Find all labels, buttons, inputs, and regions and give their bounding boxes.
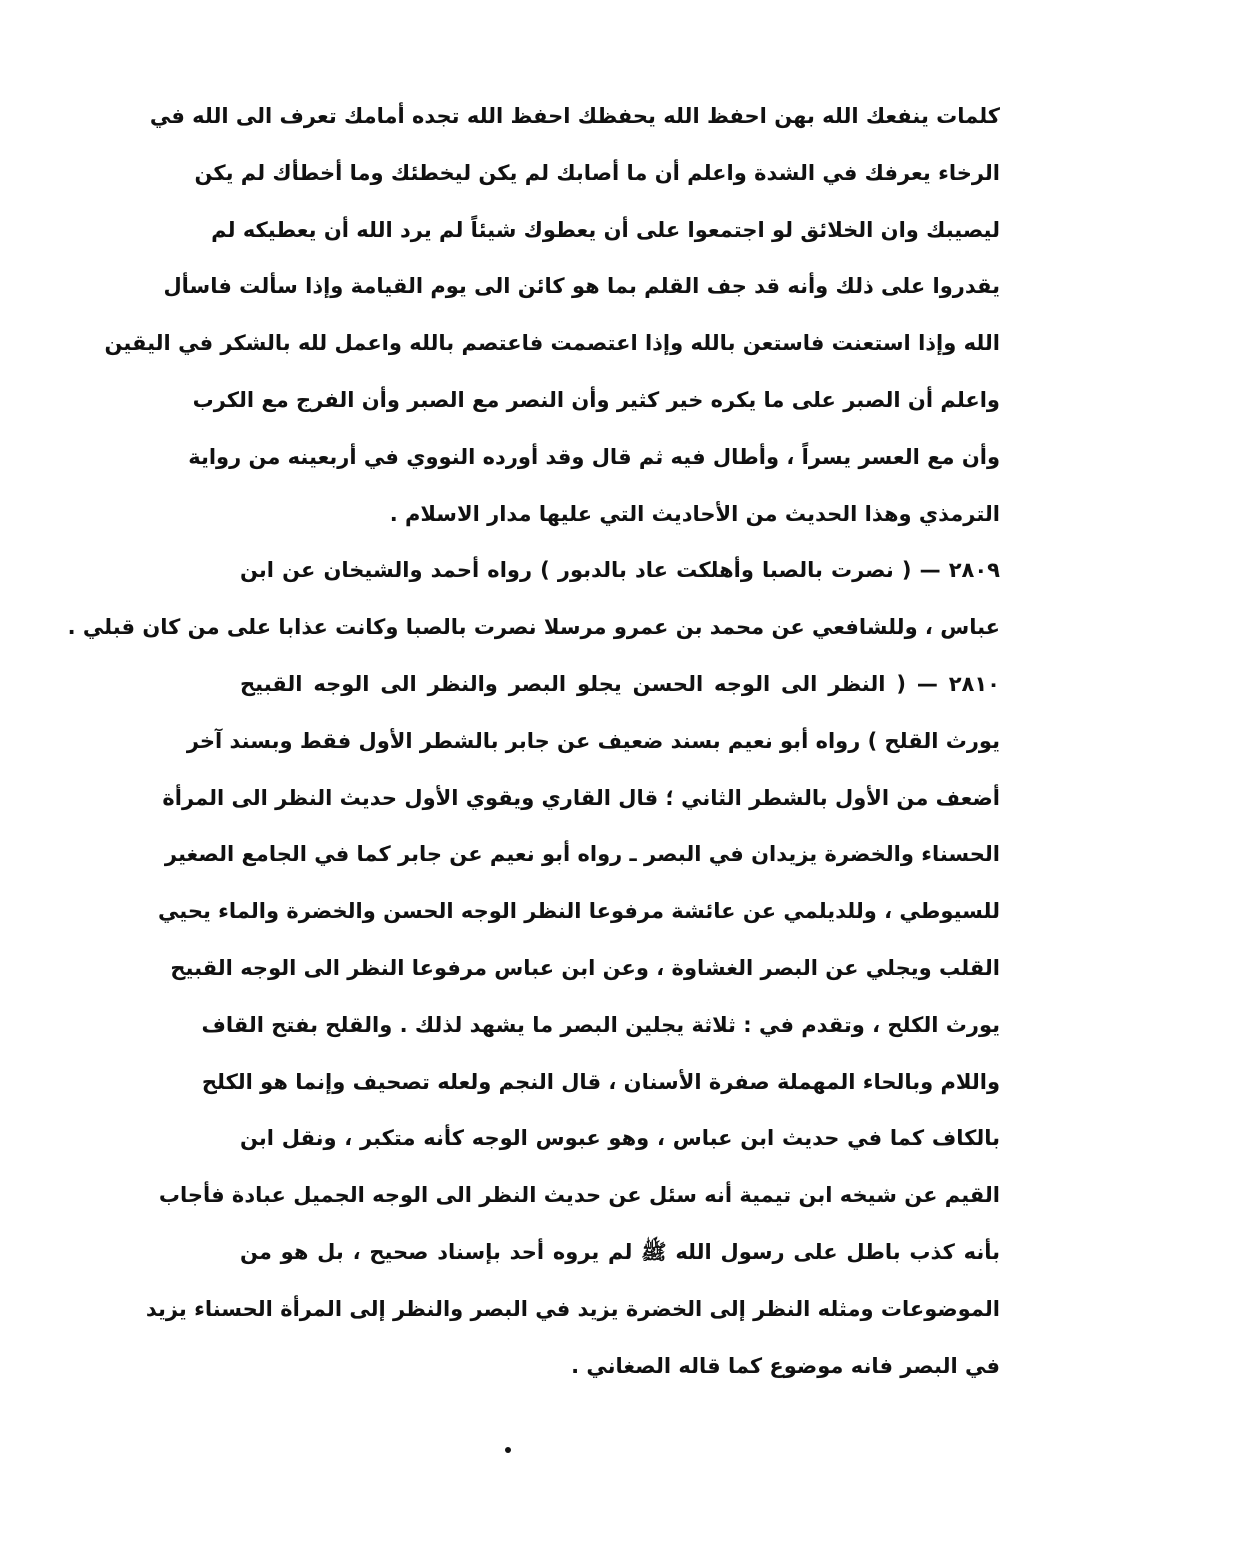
ink-dot: [505, 1447, 511, 1453]
entry-2810-line: ٢٨١٠ — ( النظر الى الوجه الحسن يجلو البصر والنظر الى الوجه القبيح: [240, 671, 1000, 696]
text-line: أضعف من الأول بالشطر الثاني ؛ قال القاري ويقوي الأول حديث النظر الى المرأة: [162, 785, 1000, 810]
entry-2809-line: ٢٨٠٩ — ( نصرت بالصبا وأهلكت عاد بالدبور ) رواه أحمد والشيخان عن ابن: [240, 558, 1000, 583]
text-line: الموضوعات ومثله النظر إلى الخضرة يزيد في البصر والنظر إلى المرأة الحسناء يزيد: [145, 1296, 1000, 1321]
text-line: يقدروا على ذلك وأنه قد جف القلم بما هو كائن الى يوم القيامة وإذا سألت فاسأل: [163, 274, 1000, 299]
text-line: يورث القلح ) رواه أبو نعيم بسند ضعيف عن جابر بالشطر الأول فقط وبسند آخر: [186, 728, 1000, 753]
text-line: عباس ، وللشافعي عن محمد بن عمرو مرسلا نصرت بالصبا وكانت عذابا على من كان قبلي .: [67, 615, 1000, 640]
body-text: [67, 88, 1000, 1394]
text-line: الترمذي وهذا الحديث من الأحاديث التي عليها مدار الاسلام .: [389, 501, 1000, 526]
text-line: القيم عن شيخه ابن تيمية أنه سئل عن حديث النظر الى الوجه الجميل عبادة فأجاب: [158, 1183, 1000, 1208]
text-line: يورث الكلح ، وتقدم في : ثلاثة يجلين البصر ما يشهد لذلك . والقلح بفتح القاف: [201, 1012, 1000, 1037]
text-line: بالكاف كما في حديث ابن عباس ، وهو عبوس الوجه كأنه متكبر ، ونقل ابن: [240, 1126, 1000, 1151]
text-line: الحسناء والخضرة يزيدان في البصر ـ رواه أبو نعيم عن جابر كما في الجامع الصغير: [164, 842, 1000, 867]
text-line: كلمات ينفعك الله بهن احفظ الله يحفظك احفظ الله تجده أمامك تعرف الى الله في: [149, 104, 1000, 128]
text-line: واعلم أن الصبر على ما يكره خير كثير وأن النصر مع الصبر وأن الفرج مع الكرب: [192, 387, 1000, 412]
text-line: واللام وبالحاء المهملة صفرة الأسنان ، قال النجم ولعله تصحيف وإنما هو الكلح: [201, 1069, 1000, 1094]
text-line: بأنه كذب باطل على رسول الله ﷺ لم يروه أحد بإسناد صحيح ، بل هو من: [240, 1239, 1000, 1264]
text-line: للسيوطي ، وللديلمي عن عائشة مرفوعا النظر الوجه الحسن والخضرة والماء يحيي: [158, 899, 1000, 924]
text-line: الرخاء يعرفك في الشدة واعلم أن ما أصابك لم يكن ليخطئك وما أخطأك لم يكن: [194, 160, 1000, 185]
text-line: الله وإذا استعنت فاستعن بالله وإذا اعتصمت فاعتصم بالله واعمل لله بالشكر في اليقين: [104, 331, 1000, 356]
text-line: في البصر فانه موضوع كما قاله الصغاني .: [571, 1353, 1000, 1378]
text-line: القلب ويجلي عن البصر الغشاوة ، وعن ابن عباس مرفوعا النظر الى الوجه القبيح: [170, 955, 1000, 980]
text-line: ليصيبك وان الخلائق لو اجتمعوا على أن يعطوك شيئاً لم يرد الله أن يعطيكه لم: [211, 217, 1000, 242]
text-line: وأن مع العسر يسراً ، وأطال فيه ثم قال وقد أورده النووي في أربعينه من رواية: [188, 444, 1000, 469]
